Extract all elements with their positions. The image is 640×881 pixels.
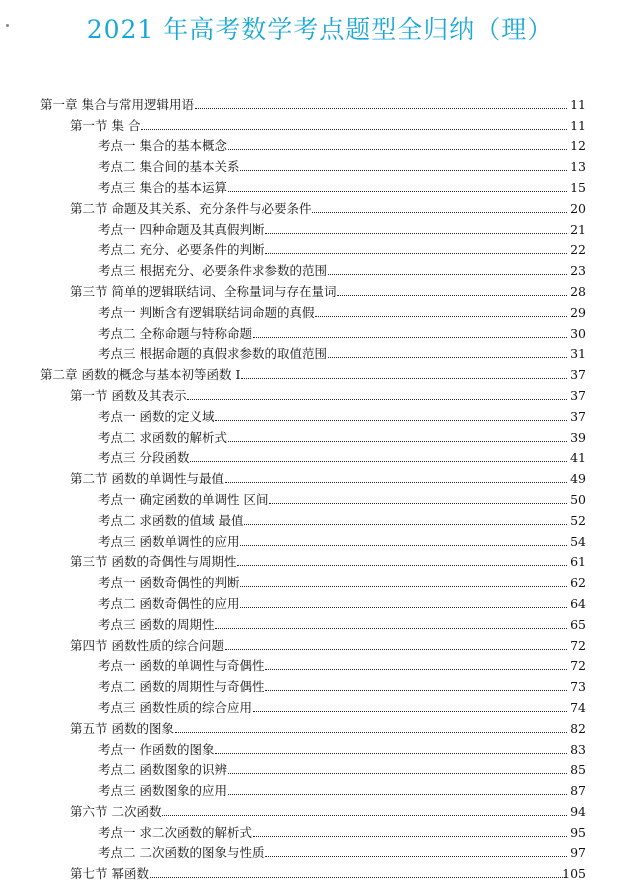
- toc-topic-row[interactable]: [0, 153, 640, 174]
- toc-entry-label: 第二节 函数的单调性与最值: [70, 471, 224, 487]
- toc-topic-row[interactable]: [0, 757, 640, 778]
- toc-entry-label: 考点三 函数图象的应用: [98, 783, 227, 799]
- toc-entry-label: 第三节 简单的逻辑联结词、全称量词与存在量词: [70, 283, 337, 299]
- toc-page-number: 11: [570, 96, 586, 112]
- toc-entry-label: 考点一 函数奇偶性的判断: [98, 575, 240, 591]
- toc-topic-row[interactable]: [0, 341, 640, 362]
- toc-entry-label: 第四节 函数性质的综合问题: [70, 637, 224, 653]
- toc-section-row[interactable]: [0, 798, 640, 819]
- toc-topic-row[interactable]: [0, 736, 640, 757]
- toc-topic-row[interactable]: [0, 320, 640, 341]
- toc-entry-label: 考点一 求二次函数的解析式: [98, 824, 252, 840]
- toc-topic-row[interactable]: [0, 445, 640, 466]
- toc-page-number: 72: [570, 658, 586, 674]
- toc-entry-label: 第一节 集 合: [70, 117, 141, 133]
- toc-page-number: 30: [570, 325, 586, 341]
- toc-page-number: 95: [570, 824, 586, 840]
- toc-page-number: 73: [570, 679, 586, 695]
- toc-page-number: 52: [570, 512, 586, 528]
- toc-entry-label: 考点二 求函数的值域 最值: [98, 512, 244, 528]
- toc-entry-label: 第三节 函数的奇偶性与周期性: [70, 554, 237, 570]
- toc-entry-label: 第七节 幂函数: [70, 866, 149, 881]
- toc-entry-label: 考点三 函数性质的综合应用: [98, 699, 252, 715]
- toc-entry-label: 考点一 集合的基本概念: [98, 138, 227, 154]
- toc-page-number: 94: [570, 803, 586, 819]
- toc-entry-label: 考点三 分段函数: [98, 450, 190, 466]
- toc-topic-row[interactable]: [0, 133, 640, 154]
- toc-entry-label: 考点一 判断含有逻辑联结词命题的真假: [98, 304, 315, 320]
- toc-section-row[interactable]: [0, 195, 640, 216]
- toc-section-row[interactable]: [0, 632, 640, 653]
- toc-page-number: 37: [570, 387, 586, 403]
- toc-entry-label: 考点三 函数单调性的应用: [98, 533, 240, 549]
- toc-topic-row[interactable]: [0, 403, 640, 424]
- toc-entry-label: 第一节 函数及其表示: [70, 387, 187, 403]
- toc-entry-label: 考点三 函数的周期性: [98, 616, 215, 632]
- toc-page-number: 87: [570, 783, 586, 799]
- toc-page-number: 97: [570, 845, 586, 861]
- toc-page-number: 105: [562, 866, 586, 881]
- toc-page-number: 50: [570, 491, 586, 507]
- toc-page-number: 72: [570, 637, 586, 653]
- toc-section-row[interactable]: [0, 382, 640, 403]
- toc-topic-row[interactable]: [0, 424, 640, 445]
- toc-page-number: 74: [570, 699, 586, 715]
- toc-topic-row[interactable]: [0, 569, 640, 590]
- toc-entry-label: 考点一 四种命题及其真假判断: [98, 221, 265, 237]
- toc-page-number: 15: [570, 179, 586, 195]
- toc-page-number: 61: [570, 554, 586, 570]
- toc-entry-label: 第二章 函数的概念与基本初等函数 I: [40, 367, 241, 383]
- toc-entry-label: 考点一 函数的单调性与奇偶性: [98, 658, 265, 674]
- toc-entry-label: 第六节 二次函数: [70, 803, 162, 819]
- toc-page-number: 22: [570, 242, 586, 258]
- toc-page-number: 64: [570, 595, 586, 611]
- toc-entry-label: 考点一 作函数的图象: [98, 741, 215, 757]
- toc-page-number: 13: [570, 159, 586, 175]
- toc-topic-row[interactable]: [0, 777, 640, 798]
- toc-topic-row[interactable]: [0, 840, 640, 861]
- toc-entry-label: 考点二 函数图象的识辨: [98, 762, 227, 778]
- toc-page-number: 85: [570, 762, 586, 778]
- document-title: 2021 年高考数学考点题型全归纳（理）: [86, 15, 554, 44]
- toc-page-number: 37: [570, 408, 586, 424]
- toc-topic-row[interactable]: [0, 673, 640, 694]
- toc-section-row[interactable]: [0, 715, 640, 736]
- toc-topic-row[interactable]: [0, 819, 640, 840]
- toc-page-number: 54: [570, 533, 586, 549]
- toc-topic-row[interactable]: [0, 590, 640, 611]
- toc-topic-row[interactable]: [0, 611, 640, 632]
- toc-entry-label: 考点二 函数的周期性与奇偶性: [98, 679, 265, 695]
- toc-topic-row[interactable]: [0, 299, 640, 320]
- toc-entry-label: 考点二 求函数的解析式: [98, 429, 227, 445]
- toc-section-row[interactable]: [0, 860, 640, 881]
- toc-topic-row[interactable]: [0, 237, 640, 258]
- toc-entry-label: 考点二 充分、必要条件的判断: [98, 242, 265, 258]
- table-of-contents: [0, 91, 640, 881]
- toc-topic-row[interactable]: [0, 528, 640, 549]
- toc-topic-row[interactable]: [0, 507, 640, 528]
- toc-section-row[interactable]: [0, 465, 640, 486]
- toc-chapter-row[interactable]: [0, 91, 640, 112]
- toc-page-number: 20: [570, 200, 586, 216]
- toc-page-number: 12: [570, 138, 586, 154]
- toc-entry-label: 第一章 集合与常用逻辑用语: [40, 96, 194, 112]
- toc-entry-label: 第二节 命题及其关系、充分条件与必要条件: [70, 200, 312, 216]
- toc-entry-label: 考点二 二次函数的图象与性质: [98, 845, 265, 861]
- toc-entry-label: 考点三 根据充分、必要条件求参数的范围: [98, 263, 327, 279]
- toc-page-number: 31: [570, 346, 586, 362]
- toc-topic-row[interactable]: [0, 257, 640, 278]
- toc-topic-row[interactable]: [0, 694, 640, 715]
- toc-dot-leader: [149, 877, 568, 881]
- toc-entry-label: 考点二 函数奇偶性的应用: [98, 595, 240, 611]
- toc-entry-label: 考点二 集合间的基本关系: [98, 159, 240, 175]
- toc-section-row[interactable]: [0, 112, 640, 133]
- toc-page-number: 65: [570, 616, 586, 632]
- toc-entry-label: 第五节 函数的图象: [70, 720, 174, 736]
- toc-entry-label: 考点三 根据命题的真假求参数的取值范围: [98, 346, 327, 362]
- toc-page-number: 83: [570, 741, 586, 757]
- toc-page-number: 37: [570, 367, 586, 383]
- toc-topic-row[interactable]: [0, 216, 640, 237]
- toc-entry-label: 考点一 确定函数的单调性 区间: [98, 491, 269, 507]
- toc-topic-row[interactable]: [0, 653, 640, 674]
- toc-page-number: 28: [570, 283, 586, 299]
- toc-page-number: 21: [570, 221, 586, 237]
- toc-page-number: 41: [570, 450, 586, 466]
- toc-page-number: 62: [570, 575, 586, 591]
- toc-page-number: 49: [570, 471, 586, 487]
- toc-page-number: 23: [570, 263, 586, 279]
- toc-page-number: 39: [570, 429, 586, 445]
- toc-topic-row[interactable]: [0, 486, 640, 507]
- toc-entry-label: 考点一 函数的定义域: [98, 408, 215, 424]
- toc-page-number: 29: [570, 304, 586, 320]
- toc-page-number: 82: [570, 720, 586, 736]
- toc-section-row[interactable]: [0, 278, 640, 299]
- toc-topic-row[interactable]: [0, 174, 640, 195]
- toc-entry-label: 考点三 集合的基本运算: [98, 179, 227, 195]
- toc-page-number: 11: [570, 117, 586, 133]
- toc-section-row[interactable]: [0, 549, 640, 570]
- toc-entry-label: 考点二 全称命题与特称命题: [98, 325, 252, 341]
- toc-chapter-row[interactable]: [0, 361, 640, 382]
